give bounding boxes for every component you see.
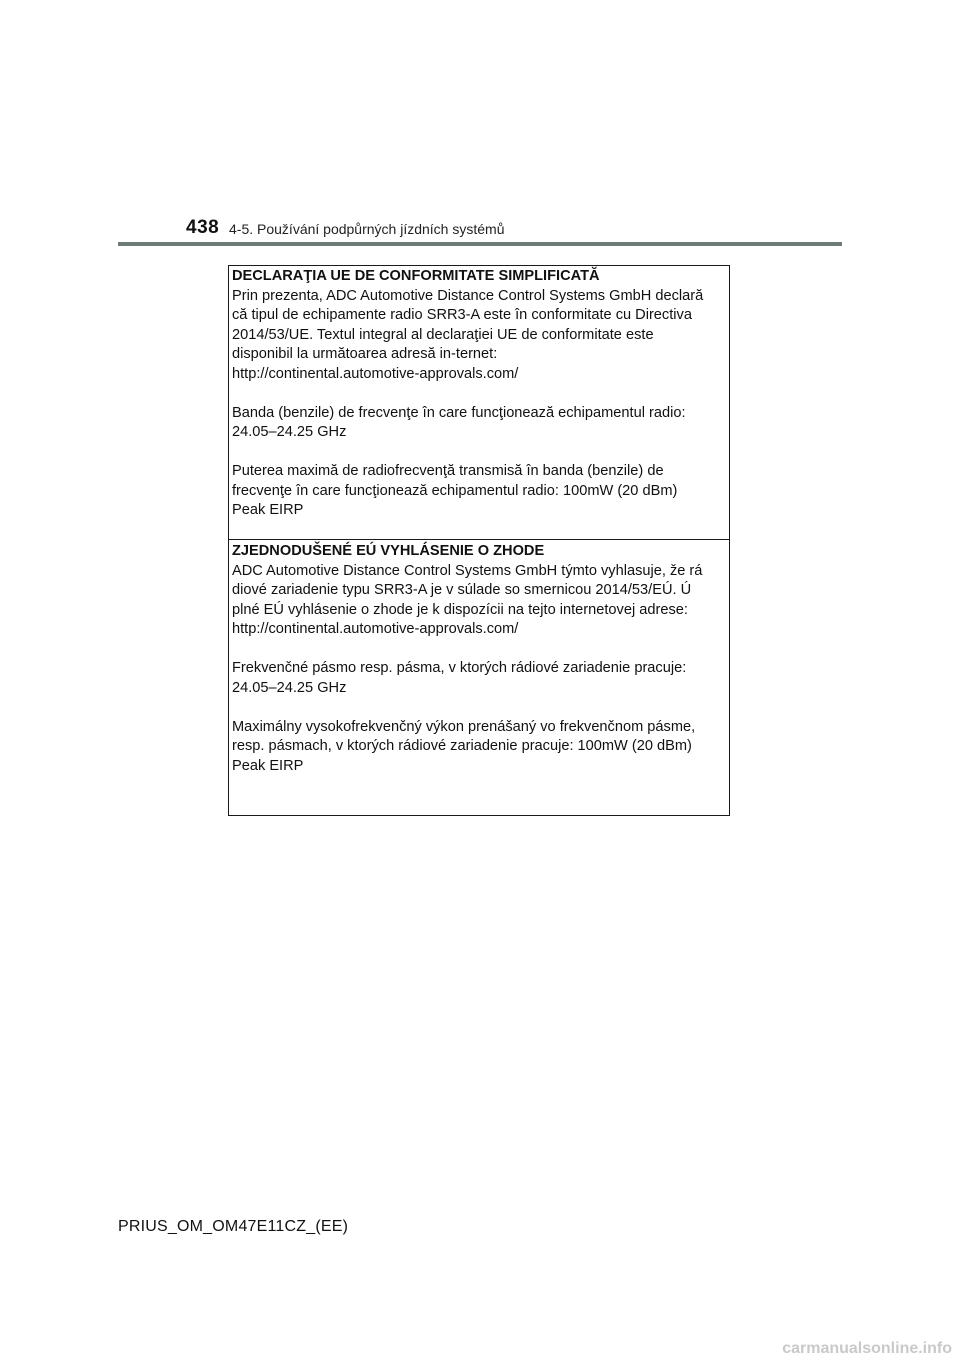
text-line: ADC Automotive Distance Control Systems GmbH týmto vyhlasuje, že rá xyxy=(232,562,703,579)
section-divider xyxy=(229,539,729,540)
page-number: 438 xyxy=(186,217,220,238)
document-code: PRIUS_OM_OM47E11CZ_(EE) xyxy=(118,1218,349,1235)
text-line: plné EÚ vyhlásenie o zhode je k dispozícii na tejto internetovej adrese: xyxy=(232,601,688,618)
text-line: 2014/53/UE. Textul integral al declaraţiei UE de conformitate este xyxy=(232,326,654,343)
declaration-slovak xyxy=(229,542,729,776)
declaration-box xyxy=(228,265,730,816)
text-line: http://continental.automotive-approvals.com/ xyxy=(232,621,519,637)
text-line: că tipul de echipamente radio SRR3-A este în conformitate cu Directiva xyxy=(232,307,692,323)
text-line: Puterea maximă de radiofrecvenţă transmisă în banda (benzile) de xyxy=(232,463,664,479)
text-line: Maximálny vysokofrekvenčný výkon prenášaný vo frekvenčnom pásme, xyxy=(232,718,696,735)
text-line: http://continental.automotive-approvals.com/ xyxy=(232,365,519,382)
declaration-romanian xyxy=(229,267,729,521)
text-line: diové zariadenie typu SRR3-A je v súlade so smernicou 2014/53/EÚ. Ú xyxy=(232,582,692,598)
paragraph-ro-power xyxy=(232,462,729,521)
text-line: disponibil la următoarea adresă in-ternet: xyxy=(232,346,498,362)
text-line: Peak EIRP xyxy=(232,502,304,518)
paragraph-sk-intro xyxy=(232,562,729,640)
text-line: Prin prezenta, ADC Automotive Distance Control Systems GmbH declară xyxy=(232,287,704,304)
section-title: 4-5. Používání podpůrných jízdních systémů xyxy=(229,221,505,237)
text-line: frecvenţe în care funcţionează echipamentul radio: 100mW (20 dBm) xyxy=(232,482,678,499)
paragraph-ro-frequency xyxy=(232,404,729,443)
text-line: Banda (benzile) de frecvenţe în care funcţionează echipamentul radio: xyxy=(232,404,686,421)
text-line: Frekvenčné pásmo resp. pásma, v ktorých rádiové zariadenie pracuje: xyxy=(232,660,687,676)
text-line: resp. pásmach, v ktorých rádiové zariadenie pracuje: 100mW (20 dBm) xyxy=(232,738,692,754)
declaration-heading-sk: ZJEDNODUŠENÉ EÚ VYHLÁSENIE O ZHODE xyxy=(232,543,545,559)
paragraph-sk-power xyxy=(232,718,729,777)
declaration-heading-ro: DECLARAŢIA UE DE CONFORMITATE SIMPLIFICATĂ xyxy=(232,268,600,284)
watermark: carmanualsonline.info xyxy=(782,1340,952,1357)
header-rule xyxy=(118,242,842,246)
paragraph-ro-intro xyxy=(232,287,729,385)
paragraph-sk-frequency xyxy=(232,659,729,698)
text-line: 24.05–24.25 GHz xyxy=(232,424,347,440)
text-line: 24.05–24.25 GHz xyxy=(232,679,347,696)
text-line: Peak EIRP xyxy=(232,757,304,774)
